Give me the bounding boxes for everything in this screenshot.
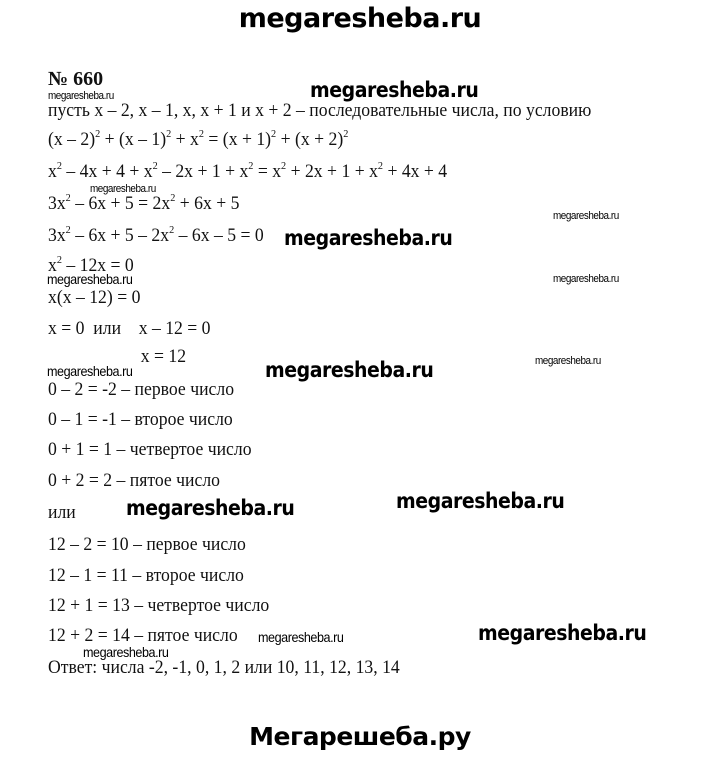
- watermark: megaresheba.ru: [396, 489, 565, 513]
- text-segment: x: [48, 255, 57, 276]
- solution-line: [48, 565, 244, 587]
- text-segment: + (x – 1): [100, 129, 167, 150]
- text-segment: пусть x – 2, x – 1, x, x + 1 и x + 2 – последовательные числа, по условию: [48, 100, 592, 121]
- solution-line: [48, 129, 348, 151]
- text-segment: (x – 2): [48, 129, 96, 150]
- text-segment: – 6x – 5 = 0: [174, 225, 264, 246]
- exponent: 2: [152, 160, 158, 172]
- watermark: megaresheba.ru: [310, 78, 479, 102]
- exponent: 2: [170, 192, 176, 204]
- watermark: megaresheba.ru: [553, 210, 619, 222]
- exponent: 2: [248, 160, 254, 172]
- exponent: 2: [166, 128, 172, 140]
- site-header-logo: megaresheba.ru: [238, 3, 482, 34]
- watermark: megaresheba.ru: [535, 355, 601, 367]
- watermark: megaresheba.ru: [47, 363, 133, 379]
- watermark: megaresheba.ru: [48, 90, 114, 102]
- exponent: 2: [65, 224, 71, 236]
- text-segment: 3x: [48, 193, 66, 214]
- watermark: megaresheba.ru: [284, 226, 453, 250]
- exponent: 2: [377, 160, 384, 172]
- solution-line: [48, 534, 246, 556]
- text-segment: + 6x + 5: [175, 193, 240, 214]
- text-segment: – 6x + 5 = 2x: [70, 193, 171, 214]
- site-footer-logo: Мегарешеба.ру: [249, 722, 471, 751]
- text-segment: – 2x + 1 + x: [157, 161, 249, 182]
- solution-line: [48, 595, 269, 617]
- text-segment: 12 – 1 = 11 – второе число: [48, 565, 244, 586]
- text-segment: x: [48, 161, 57, 182]
- watermark: megaresheba.ru: [83, 644, 169, 660]
- text-segment: = x: [253, 161, 282, 182]
- watermark: megaresheba.ru: [126, 496, 295, 520]
- solution-line: [48, 161, 447, 183]
- solution-line: [48, 100, 591, 122]
- solution-line: [48, 657, 400, 679]
- exponent: 2: [343, 128, 349, 140]
- text-segment: – 12x = 0: [61, 255, 134, 276]
- solution-line: [48, 193, 239, 215]
- text-segment: 12 – 2 = 10 – первое число: [48, 534, 246, 555]
- text-segment: x = 12: [48, 346, 187, 367]
- text-segment: x = 0 или x – 12 = 0: [48, 318, 211, 339]
- text-segment: 0 – 2 = -2 – первое число: [48, 379, 235, 400]
- watermark: megaresheba.ru: [478, 621, 647, 645]
- solution-line: [48, 470, 220, 492]
- text-segment: + (x + 2): [276, 129, 344, 150]
- watermark: megaresheba.ru: [90, 183, 156, 195]
- text-segment: – 6x + 5 – 2x: [70, 225, 170, 246]
- exponent: 2: [271, 128, 277, 140]
- watermark: megaresheba.ru: [265, 358, 434, 382]
- text-segment: x(x – 12) = 0: [48, 287, 141, 308]
- text-segment: + x: [171, 129, 199, 150]
- solution-line: [48, 318, 211, 340]
- exponent: 2: [281, 160, 287, 172]
- exponent: 2: [95, 128, 101, 140]
- text-segment: или: [48, 502, 76, 523]
- watermark: megaresheba.ru: [553, 273, 619, 285]
- text-segment: = (x + 1): [204, 129, 272, 150]
- text-segment: – 4x + 4 + x: [61, 161, 153, 182]
- text-segment: 0 – 1 = -1 – второе число: [48, 409, 233, 430]
- watermark: megaresheba.ru: [47, 271, 133, 287]
- solution-line: [48, 409, 233, 431]
- solution-line: [48, 225, 264, 247]
- exponent: 2: [169, 224, 175, 236]
- text-segment: 12 + 1 = 13 – четвертое число: [48, 595, 270, 616]
- text-segment: 0 + 1 = 1 – четвертое число: [48, 439, 252, 460]
- exponent: 2: [56, 160, 62, 172]
- exponent: 2: [198, 128, 205, 140]
- text-segment: Ответ: числа -2, -1, 0, 1, 2 или 10, 11, 12, 13, 14: [48, 657, 400, 678]
- solution-line: [48, 502, 76, 524]
- watermark: megaresheba.ru: [258, 629, 344, 645]
- solution-line: [48, 379, 234, 401]
- text-segment: 0 + 2 = 2 – пятое число: [48, 470, 221, 491]
- exponent: 2: [65, 192, 71, 204]
- solution-line: [48, 287, 140, 309]
- text-segment: + 2x + 1 + x: [286, 161, 378, 182]
- exponent: 2: [56, 254, 62, 266]
- text-segment: 12 + 2 = 14 – пятое число: [48, 625, 238, 646]
- problem-number: № 660: [48, 68, 104, 90]
- text-segment: 3x: [48, 225, 66, 246]
- text-segment: + 4x + 4: [383, 161, 448, 182]
- solution-line: [48, 439, 252, 461]
